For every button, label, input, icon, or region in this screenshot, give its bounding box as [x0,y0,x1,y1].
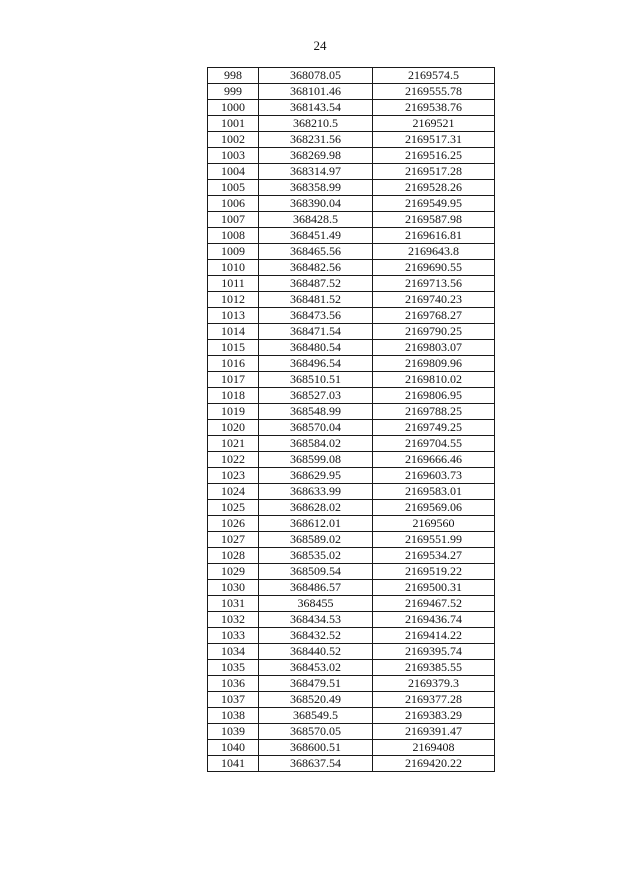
x-coordinate-cell: 368390.04 [259,196,373,212]
y-coordinate-cell: 2169810.02 [373,372,495,388]
x-coordinate-cell: 368633.99 [259,484,373,500]
table-row [208,452,495,468]
point-number-cell: 1015 [208,340,259,356]
table-row [208,84,495,100]
table-row [208,468,495,484]
x-coordinate-cell: 368628.02 [259,500,373,516]
table-row [208,644,495,660]
y-coordinate-cell: 2169740.23 [373,292,495,308]
point-number-cell: 1037 [208,692,259,708]
table-row [208,500,495,516]
y-coordinate-cell: 2169436.74 [373,612,495,628]
table-row [208,580,495,596]
x-coordinate-cell: 368599.08 [259,452,373,468]
point-number-cell: 1024 [208,484,259,500]
table-row [208,308,495,324]
x-coordinate-cell: 368451.49 [259,228,373,244]
x-coordinate-cell: 368428.5 [259,212,373,228]
y-coordinate-cell: 2169809.96 [373,356,495,372]
x-coordinate-cell: 368637.54 [259,756,373,772]
x-coordinate-cell: 368496.54 [259,356,373,372]
x-coordinate-cell: 368471.54 [259,324,373,340]
table-row [208,516,495,532]
point-number-cell: 1008 [208,228,259,244]
y-coordinate-cell: 2169383.29 [373,708,495,724]
x-coordinate-cell: 368584.02 [259,436,373,452]
point-number-cell: 1005 [208,180,259,196]
table-row [208,100,495,116]
point-number-cell: 1030 [208,580,259,596]
table-row [208,724,495,740]
table-row [208,68,495,84]
x-coordinate-cell: 368078.05 [259,68,373,84]
point-number-cell: 1010 [208,260,259,276]
y-coordinate-cell: 2169555.78 [373,84,495,100]
point-number-cell: 1003 [208,148,259,164]
point-number-cell: 1020 [208,420,259,436]
x-coordinate-cell: 368481.52 [259,292,373,308]
y-coordinate-cell: 2169788.25 [373,404,495,420]
coordinates-table-body [208,68,495,772]
y-coordinate-cell: 2169521 [373,116,495,132]
point-number-cell: 1039 [208,724,259,740]
point-number-cell: 1036 [208,676,259,692]
table-row [208,564,495,580]
x-coordinate-cell: 368548.99 [259,404,373,420]
table-row [208,708,495,724]
x-coordinate-cell: 368143.54 [259,100,373,116]
point-number-cell: 1028 [208,548,259,564]
x-coordinate-cell: 368482.56 [259,260,373,276]
table-row [208,388,495,404]
table-row [208,372,495,388]
table-row [208,676,495,692]
y-coordinate-cell: 2169690.55 [373,260,495,276]
y-coordinate-cell: 2169560 [373,516,495,532]
y-coordinate-cell: 2169768.27 [373,308,495,324]
x-coordinate-cell: 368440.52 [259,644,373,660]
x-coordinate-cell: 368600.51 [259,740,373,756]
table-row [208,404,495,420]
x-coordinate-cell: 368487.52 [259,276,373,292]
y-coordinate-cell: 2169749.25 [373,420,495,436]
x-coordinate-cell: 368510.51 [259,372,373,388]
point-number-cell: 1016 [208,356,259,372]
point-number-cell: 1019 [208,404,259,420]
table-row [208,436,495,452]
x-coordinate-cell: 368570.04 [259,420,373,436]
point-number-cell: 1029 [208,564,259,580]
y-coordinate-cell: 2169549.95 [373,196,495,212]
y-coordinate-cell: 2169704.55 [373,436,495,452]
y-coordinate-cell: 2169519.22 [373,564,495,580]
point-number-cell: 1035 [208,660,259,676]
y-coordinate-cell: 2169569.06 [373,500,495,516]
y-coordinate-cell: 2169806.95 [373,388,495,404]
y-coordinate-cell: 2169379.3 [373,676,495,692]
point-number-cell: 998 [208,68,259,84]
point-number-cell: 1004 [208,164,259,180]
point-number-cell: 1022 [208,452,259,468]
table-row [208,116,495,132]
y-coordinate-cell: 2169395.74 [373,644,495,660]
point-number-cell: 1000 [208,100,259,116]
y-coordinate-cell: 2169408 [373,740,495,756]
y-coordinate-cell: 2169538.76 [373,100,495,116]
x-coordinate-cell: 368432.52 [259,628,373,644]
table-row [208,292,495,308]
table-row [208,628,495,644]
point-number-cell: 1014 [208,324,259,340]
y-coordinate-cell: 2169643.8 [373,244,495,260]
page-number: 24 [313,38,327,53]
y-coordinate-cell: 2169420.22 [373,756,495,772]
x-coordinate-cell: 368231.56 [259,132,373,148]
table-row [208,660,495,676]
x-coordinate-cell: 368269.98 [259,148,373,164]
x-coordinate-cell: 368509.54 [259,564,373,580]
x-coordinate-cell: 368535.02 [259,548,373,564]
point-number-cell: 1041 [208,756,259,772]
coordinates-table [207,67,495,772]
table-row [208,548,495,564]
x-coordinate-cell: 368480.54 [259,340,373,356]
table-row [208,164,495,180]
x-coordinate-cell: 368612.01 [259,516,373,532]
x-coordinate-cell: 368473.56 [259,308,373,324]
x-coordinate-cell: 368527.03 [259,388,373,404]
table-row [208,180,495,196]
point-number-cell: 1007 [208,212,259,228]
point-number-cell: 1013 [208,308,259,324]
y-coordinate-cell: 2169391.47 [373,724,495,740]
point-number-cell: 999 [208,84,259,100]
point-number-cell: 1027 [208,532,259,548]
x-coordinate-cell: 368210.5 [259,116,373,132]
point-number-cell: 1040 [208,740,259,756]
x-coordinate-cell: 368570.05 [259,724,373,740]
table-row [208,148,495,164]
table-row [208,212,495,228]
x-coordinate-cell: 368434.53 [259,612,373,628]
point-number-cell: 1006 [208,196,259,212]
x-coordinate-cell: 368520.49 [259,692,373,708]
y-coordinate-cell: 2169603.73 [373,468,495,484]
y-coordinate-cell: 2169534.27 [373,548,495,564]
x-coordinate-cell: 368486.57 [259,580,373,596]
point-number-cell: 1032 [208,612,259,628]
table-row [208,612,495,628]
table-row [208,756,495,772]
y-coordinate-cell: 2169414.22 [373,628,495,644]
point-number-cell: 1009 [208,244,259,260]
table-row [208,356,495,372]
table-row [208,260,495,276]
point-number-cell: 1021 [208,436,259,452]
y-coordinate-cell: 2169616.81 [373,228,495,244]
point-number-cell: 1025 [208,500,259,516]
point-number-cell: 1034 [208,644,259,660]
point-number-cell: 1012 [208,292,259,308]
x-coordinate-cell: 368589.02 [259,532,373,548]
y-coordinate-cell: 2169790.25 [373,324,495,340]
table-row [208,484,495,500]
y-coordinate-cell: 2169587.98 [373,212,495,228]
y-coordinate-cell: 2169713.56 [373,276,495,292]
point-number-cell: 1001 [208,116,259,132]
x-coordinate-cell: 368101.46 [259,84,373,100]
x-coordinate-cell: 368549.5 [259,708,373,724]
point-number-cell: 1026 [208,516,259,532]
y-coordinate-cell: 2169516.25 [373,148,495,164]
x-coordinate-cell: 368453.02 [259,660,373,676]
x-coordinate-cell: 368479.51 [259,676,373,692]
y-coordinate-cell: 2169528.26 [373,180,495,196]
y-coordinate-cell: 2169666.46 [373,452,495,468]
table-row [208,324,495,340]
y-coordinate-cell: 2169385.55 [373,660,495,676]
point-number-cell: 1023 [208,468,259,484]
table-row [208,532,495,548]
table-row [208,132,495,148]
table-row [208,596,495,612]
y-coordinate-cell: 2169803.07 [373,340,495,356]
x-coordinate-cell: 368465.56 [259,244,373,260]
point-number-cell: 1017 [208,372,259,388]
y-coordinate-cell: 2169377.28 [373,692,495,708]
table-row [208,340,495,356]
table-row [208,196,495,212]
point-number-cell: 1011 [208,276,259,292]
x-coordinate-cell: 368314.97 [259,164,373,180]
table-row [208,740,495,756]
x-coordinate-cell: 368629.95 [259,468,373,484]
table-row [208,244,495,260]
x-coordinate-cell: 368455 [259,596,373,612]
point-number-cell: 1031 [208,596,259,612]
point-number-cell: 1038 [208,708,259,724]
point-number-cell: 1002 [208,132,259,148]
table-row [208,692,495,708]
y-coordinate-cell: 2169583.01 [373,484,495,500]
point-number-cell: 1033 [208,628,259,644]
x-coordinate-cell: 368358.99 [259,180,373,196]
y-coordinate-cell: 2169551.99 [373,532,495,548]
y-coordinate-cell: 2169517.28 [373,164,495,180]
table-row [208,228,495,244]
y-coordinate-cell: 2169517.31 [373,132,495,148]
table-row [208,276,495,292]
point-number-cell: 1018 [208,388,259,404]
y-coordinate-cell: 2169467.52 [373,596,495,612]
table-row [208,420,495,436]
y-coordinate-cell: 2169500.31 [373,580,495,596]
y-coordinate-cell: 2169574.5 [373,68,495,84]
